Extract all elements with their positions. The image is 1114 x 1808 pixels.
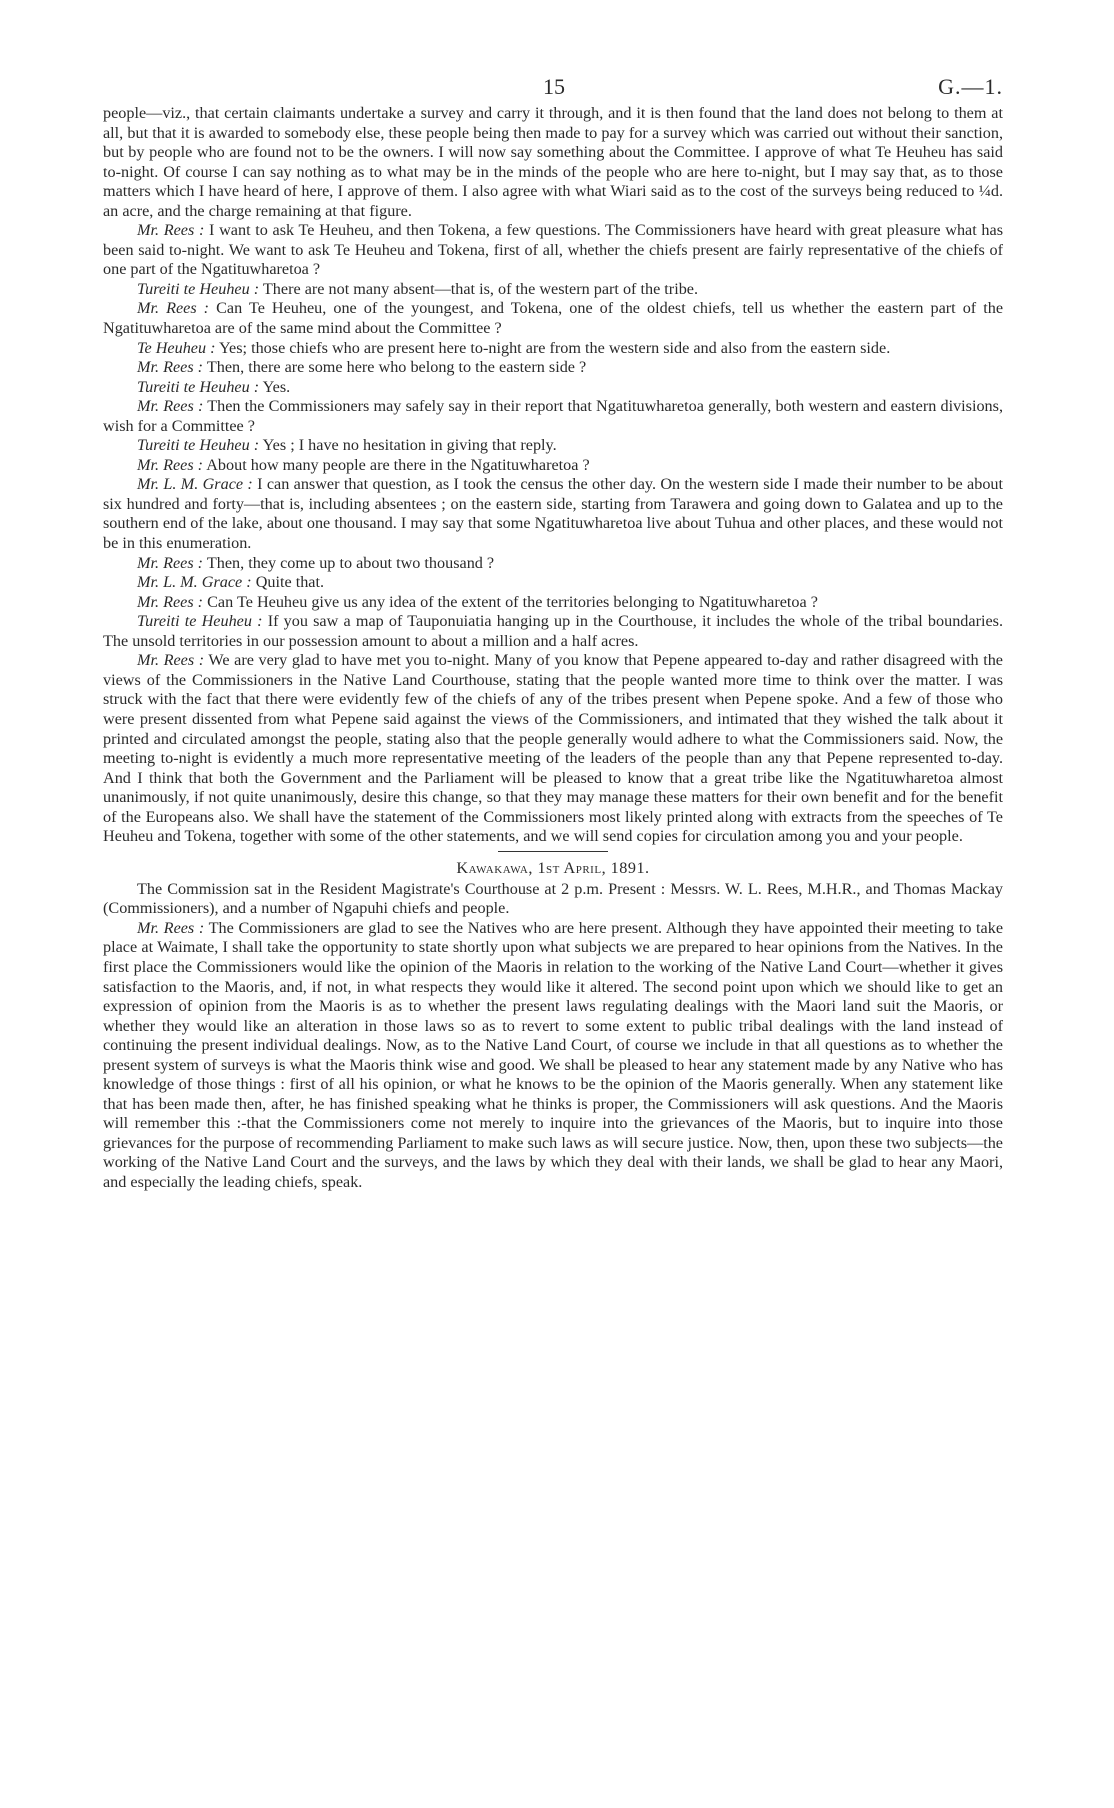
paragraph: Mr. Rees : Can Te Heuheu, one of the youngest, and Tokena, one of the oldest chiefs, tell us whether the eastern part of the Ngatituwharetoa are of the same mind about the Committee ? xyxy=(103,299,1004,338)
speaker-name: Te Heuheu : xyxy=(137,338,216,357)
paragraph: Mr. Rees : Then, there are some here who belong to the eastern side ? xyxy=(137,358,587,377)
speaker-name: Mr. Rees : xyxy=(137,592,204,611)
speaker-name: Tureiti te Heuheu : xyxy=(137,436,260,455)
speaker-name: Mr. Rees : xyxy=(137,553,204,572)
paragraph: Mr. L. M. Grace : I can answer that question, as I took the census the other day. On the western side I made their number to be about six hundred and forty—that is, including absentees ; on the eastern side, starting from Tarawera and going down to Galatea and up to the southern end of the lake, about one thousand. I may say that some Ngatituwharetoa live about Tuhua and other places, and these would not be in this enumeration. xyxy=(103,475,1004,553)
paragraph: Mr. Rees : The Commissioners are glad to see the Natives who are here present. Although they have appointed their meeting to take place at Waimate, I shall take the opportunity to state shortly upon what subjects we are prepared to hear opinions from the Natives. In the first place the Commissioners would like the opinion of the Maoris in relation to the working of the Native Land Court—whether it gives satisfaction to the Maoris, and, if not, in what respects they would like it altered. The second point upon which we should like to get an expression of opinion from the Maoris is as to whether the present laws regulating dealings with the Maori land suit the Maoris, or whether they would like an alteration in those laws so as to revert to some extent to public tribal dealings with the land instead of continuing the present individual dealings. Now, as to the Native Land Court, of course we include in that all questions as to whether the present system of surveys is what the Maoris think wise and good. We shall be pleased to hear any statement made by any Native who has knowledge of those things : first of all his opinion, or what he knows to be the opinion of the Maoris generally. When any statement like that has been made then, after, he has finished speaking what he thinks is proper, the Commissioners will ask questions. And the Maoris will remember this :-that the Commissioners come not merely to inquire into the grievances of the Maoris, but to inquire into those grievances for the purpose of recommending Parliament to make such laws as will secure justice. Now, then, upon these two subjects—the working of the Native Land Court and the surveys, and the laws by which they deal with their lands, we shall be glad to hear any Maori, and especially the leading chiefs, speak. xyxy=(103,918,1004,1191)
paragraph: Mr. Rees : Then, they come up to about two thousand ? xyxy=(137,553,495,572)
document-series-number: G.—1. xyxy=(938,74,1003,99)
speaker-name: Mr. L. M. Grace : xyxy=(137,573,252,592)
paragraph: Te Heuheu : Yes; those chiefs who are present here to-night are from the western side and also from the eastern side. xyxy=(137,338,891,357)
paragraph: Mr. Rees : About how many people are there in the Ngatituwharetoa ? xyxy=(137,455,590,474)
paragraph: Mr. Rees : Then the Commissioners may safely say in their report that Ngatituwharetoa generally, both western and eastern divisions, wish for a Committee ? xyxy=(103,397,1003,435)
paragraph: Mr. L. M. Grace : Quite that. xyxy=(137,573,325,592)
paragraph: people—viz., that certain claimants undertake a survey and carry it through, and it is then found that the land does not belong to them at all, but that it is awarded to somebody else, these people being then made to pay for a survey which was carried out without their sanction, but by people who are found not to be the owners. I will now say something about the Committee. I approve of what Te Heuheu has said to-night. Of course I can say nothing as to what may be in the minds of the people who are here to-night, but I may say that, as to those matters which I have heard of here, I approve of them. I also agree with what Wiari said as to the cost of the surveys being reduced to ¼d. an acre, and the charge remaining at that figure. xyxy=(103,104,1003,220)
paragraph: Mr. Rees : I want to ask Te Heuheu, and then Tokena, a few questions. The Commissioners have heard with great pleasure what has been said to-night. We want to ask Te Heuheu and Tokena, first of all, whether the chiefs present are fairly representative of the chiefs of one part of the Ngatituwharetoa ? xyxy=(103,221,1004,279)
speaker-name: Mr. Rees : xyxy=(137,455,204,474)
section-divider xyxy=(498,851,608,852)
speaker-name: Mr. Rees : xyxy=(137,651,205,670)
paragraph: The Commission sat in the Resident Magistrate's Courthouse at 2 p.m. Present : Messrs. W. L. Rees, M.H.R., and Thomas Mackay (Commissioners), and a number of Ngapuhi chiefs and people. xyxy=(103,879,1003,918)
paragraph: Tureiti te Heuheu : Yes ; I have no hesitation in giving that reply. xyxy=(137,436,557,455)
speaker-name: Tureiti te Heuheu : xyxy=(137,279,260,298)
speaker-name: Mr. Rees : xyxy=(137,358,204,377)
paragraph: Tureiti te Heuheu : If you saw a map of Tauponuiatia hanging up in the Courthouse, it includes the whole of the tribal boundaries. The unsold territories in our possession amount to about a million and a half acres. xyxy=(103,612,1004,650)
paragraph: Tureiti te Heuheu : Yes. xyxy=(137,377,291,396)
section-heading: Kawakawa, 1st April, 1891. xyxy=(456,858,650,877)
paragraph: Tureiti te Heuheu : There are not many absent—that is, of the western part of the tribe. xyxy=(137,279,699,298)
speaker-name: Tureiti te Heuheu : xyxy=(137,612,263,631)
page-header xyxy=(103,60,1003,104)
body-text xyxy=(103,104,1003,1193)
speaker-name: Mr. L. M. Grace : xyxy=(137,475,253,494)
paragraph: Mr. Rees : Can Te Heuheu give us any idea of the extent of the territories belonging to Ngatituwharetoa ? xyxy=(137,592,818,611)
speaker-name: Mr. Rees : xyxy=(137,221,205,240)
page-number: 15 xyxy=(543,74,565,99)
speaker-name: Mr. Rees : xyxy=(137,918,205,937)
document-page xyxy=(103,60,1003,1193)
paragraph: Mr. Rees : We are very glad to have met you to-night. Many of you know that Pepene appeared to-day and rather disagreed with the views of the Commissioners in the Native Land Courthouse, stating that the people wanted more time to think over the matter. I was struck with the fact that there were evidently few of the chiefs of any of the tribes present when Pepene spoke. And a few of those who were present dissented from what Pepene said against the views of the Commissioners, and intimated that they wished the talk about it printed and circulated amongst the people, stating also that the people generally would adhere to what the Commissioners said. Now, the meeting to-night is evidently a much more representative meeting of the leaders of the people than any that Pepene represented to-day. And I think that both the Government and the Parliament will be pleased to know that a great tribe like the Ngatituwharetoa almost unanimously, if not quite unanimously, desire this change, so that they may manage these matters for their own benefit and for the benefit of the Europeans also. We shall have the statement of the Commissioners most likely printed along with extracts from the speeches of Te Heuheu and Tokena, together with some of the other statements, and we will send copies for circulation among you and your people. xyxy=(103,651,1003,846)
speaker-name: Tureiti te Heuheu : xyxy=(137,377,260,396)
speaker-name: Mr. Rees : xyxy=(137,397,204,416)
speaker-name: Mr. Rees : xyxy=(137,299,210,318)
